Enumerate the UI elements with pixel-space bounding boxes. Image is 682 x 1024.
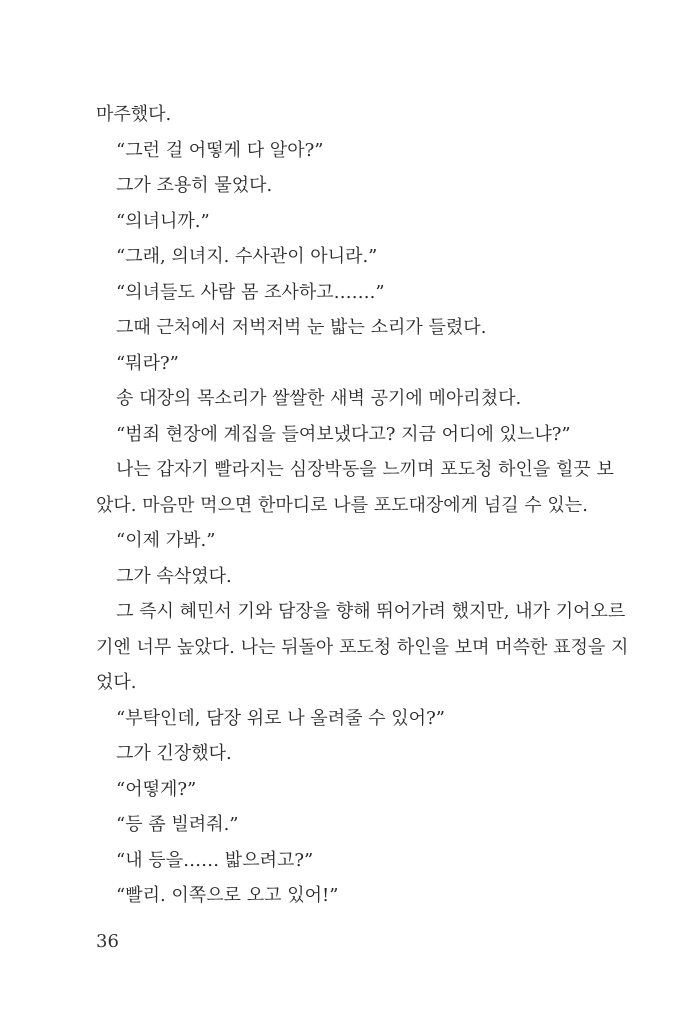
text-line: “등 좀 빌려줘.” — [116, 814, 239, 835]
text-line: “내 등을…… 밟으려고?” — [116, 850, 314, 871]
text-line: “빨리. 이쪽으로 오고 있어!” — [116, 885, 339, 906]
text-line: “의녀니까.” — [116, 211, 210, 232]
text-line: “그래, 의녀지. 수사관이 아니라.” — [116, 246, 378, 267]
text-line: 그가 조용히 물었다. — [116, 175, 273, 196]
text-line: “이제 가봐.” — [116, 530, 216, 551]
text-line: “의녀들도 사람 몸 조사하고…….” — [116, 282, 385, 303]
text-line: “범죄 현장에 계집을 들여보냈다고? 지금 어디에 있느냐?” — [116, 424, 571, 445]
text-line: 기엔 너무 높았다. 나는 뒤돌아 포도청 하인을 보며 머쓱한 표정을 지 — [96, 637, 629, 658]
text-line: 었다. — [96, 672, 137, 693]
text-line: 그 즉시 혜민서 기와 담장을 향해 뛰어가려 했지만, 내가 기어오르 — [116, 601, 626, 622]
text-line: 았다. 마음만 먹으면 한마디로 나를 포도대장에게 넘길 수 있는. — [96, 495, 588, 516]
text-line: 그때 근처에서 저벅저벅 눈 밟는 소리가 들렸다. — [116, 317, 487, 338]
page-number: 36 — [96, 931, 119, 952]
text-line: 그가 긴장했다. — [116, 743, 232, 764]
text-line: “부탁인데, 담장 위로 나 올려줄 수 있어?” — [116, 708, 445, 729]
text-line: “그런 걸 어떻게 다 알아?” — [116, 140, 324, 161]
text-line: 송 대장의 목소리가 쌀쌀한 새벽 공기에 메아리쳤다. — [116, 388, 522, 409]
text-line: “어떻게?” — [116, 779, 197, 800]
text-line: 나는 갑자기 빨라지는 심장박동을 느끼며 포도청 하인을 힐끗 보 — [116, 459, 614, 480]
text-line: 그가 속삭였다. — [116, 566, 232, 587]
text-line: 마주했다. — [96, 104, 172, 125]
text-line: “뭐라?” — [116, 353, 179, 374]
